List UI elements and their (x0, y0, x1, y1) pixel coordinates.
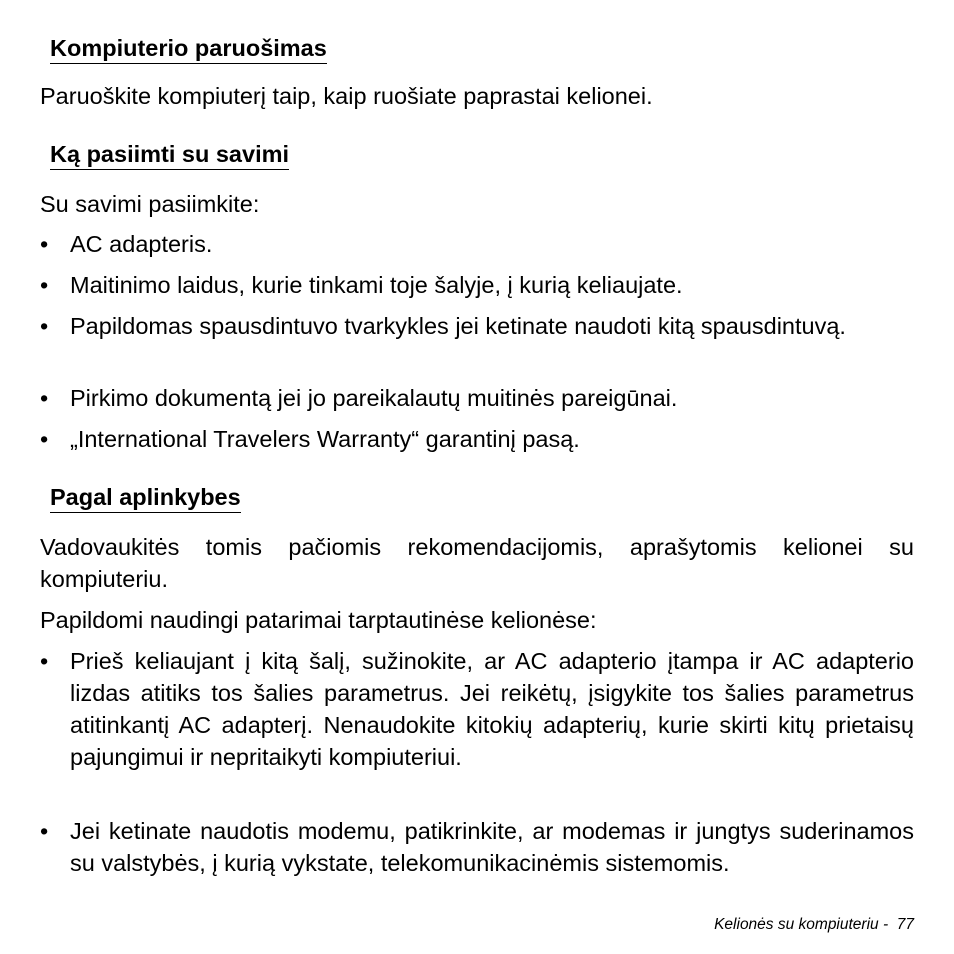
section-heading-circumstances: Pagal aplinkybes (50, 483, 241, 513)
list-item (40, 815, 914, 879)
list-item (40, 310, 914, 342)
list-item-text: Pirkimo dokumentą jei jo pareikalautų muitinės pareigūnai. (70, 385, 678, 411)
section-heading-what-to-take: Ką pasiimti su savimi (50, 140, 289, 170)
section-paragraph: Paruoškite kompiuterį taip, kaip ruošiate paprastai kelionei. (40, 83, 653, 109)
section-intro: Papildomi naudingi patarimai tarptautinėse kelionėse: (40, 607, 597, 633)
page-number: 77 (896, 916, 914, 933)
list-item-text: Papildomas spausdintuvo tvarkykles jei ketinate naudoti kitą spausdintuvą. (70, 313, 846, 339)
bullet-icon: • (40, 231, 49, 257)
list-item-text: Prieš keliaujant į kitą šalį, sužinokite, ar AC adapterio įtampa ir AC adapterio lizdas atitiks tos šalies parametrus. Jei reikėtų, įsigykite tos šalies parametrus atitinkantį AC adapterį. Nenaudokite kitokių adapterių, kurie skirti kitų prietaisų pajungimui ir nepritaikyti kompiuteriui. (70, 648, 914, 770)
bullet-icon: • (40, 385, 49, 411)
footer-chapter-title: Kelionės su kompiuteriu - (714, 916, 889, 933)
list-item (40, 645, 914, 773)
list-item-text: AC adapteris. (70, 231, 213, 257)
list-item-text: Jei ketinate naudotis modemu, patikrinkite, ar modemas ir jungtys suderinamos su valstybės, į kurią vykstate, telekomunikacinėmis sistemomis. (70, 818, 914, 876)
bullet-icon: • (40, 818, 49, 844)
list-item-text: Maitinimo laidus, kurie tinkami toje šalyje, į kurią keliaujate. (70, 272, 683, 298)
list-item (40, 382, 914, 414)
section-heading-computer-preparation: Kompiuterio paruošimas (50, 34, 327, 64)
list-item (40, 228, 914, 260)
list-item-text: „International Travelers Warranty“ garantinį pasą. (70, 426, 580, 452)
bullet-icon: • (40, 426, 49, 452)
list-item (40, 269, 914, 301)
page-footer (714, 916, 914, 934)
bullet-icon: • (40, 313, 49, 339)
bullet-icon: • (40, 648, 49, 674)
bullet-icon: • (40, 272, 49, 298)
section-intro: Su savimi pasiimkite: (40, 191, 260, 217)
section-paragraph: Vadovaukitės tomis pačiomis rekomendacijomis, aprašytomis kelionei su kompiuteriu. (40, 534, 914, 592)
list-item (40, 423, 914, 455)
